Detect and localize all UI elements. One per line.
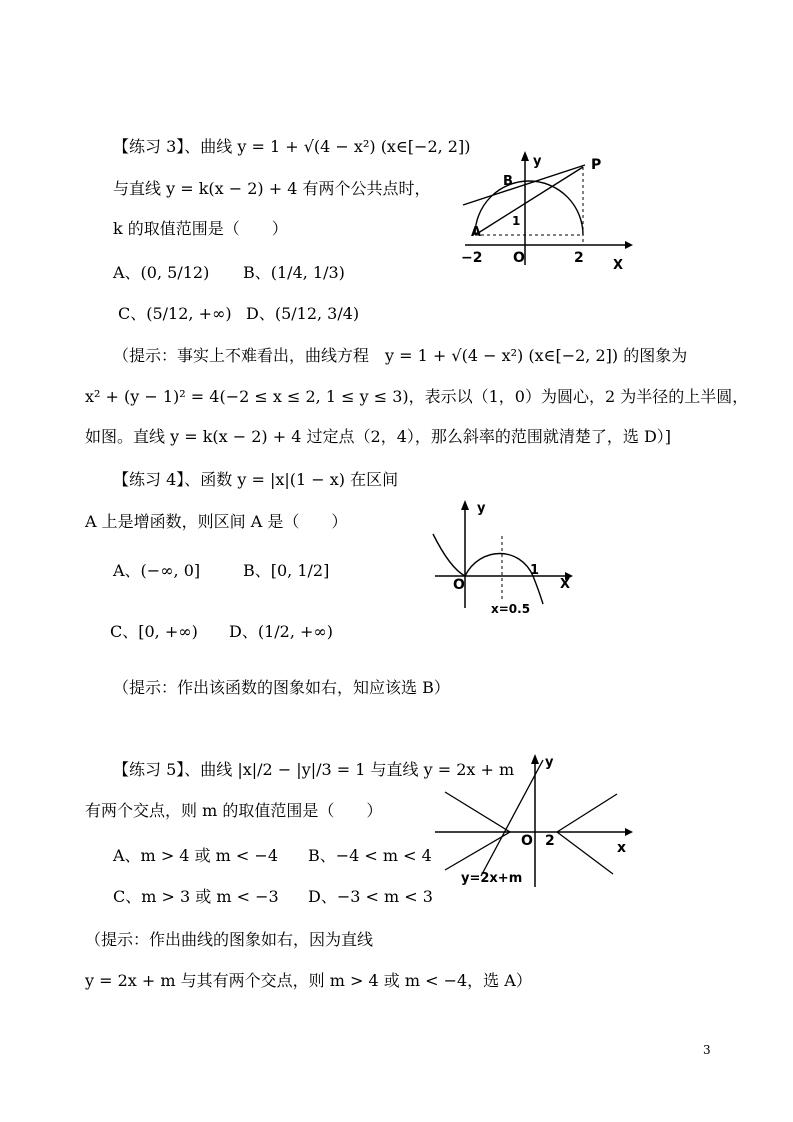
ex4-fig-origin: O [453,577,465,593]
ex3-fig-y: y [533,154,542,169]
ex4-option-c: C、[0, +∞) [110,622,198,641]
ex4-fig-one: 1 [530,563,540,578]
ex5-fig-origin: O [521,833,533,849]
ex4-hint: （提示：作出该函数的图象如右，知应该选 B） [113,678,450,697]
ex3-option-b: B、(1/4, 1/3) [243,263,345,282]
ex4-title: 【练习 4】、函数 y = |x|(1 − x) 在区间 [113,470,399,489]
ex3-figure [455,145,640,275]
ex5-option-d: D、−3 < m < 3 [308,887,433,906]
ex5-title: 【练习 5】、曲线 |x|/2 − |y|/3 = 1 与直线 y = 2x + m [113,760,515,779]
ex4-fig-x: X [560,577,571,592]
ex3-option-c: C、(5/12, +∞) [118,304,232,323]
ex4-option-b: B、[0, 1/2] [243,561,330,580]
ex4-figure [425,496,585,616]
ex4-fig-xlabel: x=0.5 [491,602,531,616]
ex5-fig-line-label: y=2x+m [461,871,523,886]
ex3-fig-x: X [613,258,624,273]
ex5-figure [435,752,635,892]
ex3-option-d: D、(5/12, 3/4) [246,304,360,323]
ex4-option-d: D、(1/2, +∞) [229,622,333,641]
ex3-fig-p: P [591,157,602,173]
ex3-fig-one: 1 [512,214,521,228]
ex3-fig-a: A [471,225,482,240]
ex3-fig-b: B [503,174,513,189]
ex3-hint-line3: 如图。直线 y = k(x − 2) + 4 过定点（2，4），那么斜率的范围就清楚了，选 D）] [85,427,672,446]
ex3-fig-two: 2 [574,250,584,266]
ex5-fig-x: x [617,840,627,856]
ex5-option-a: A、m > 4 或 m < −4 [113,846,278,865]
ex3-hint-line2: x² + (y − 1)² = 4(−2 ≤ x ≤ 2, 1 ≤ y ≤ 3)，表示以（1，0）为圆心，2 为半径的上半圆， [85,387,749,406]
ex3-hint-line1: （提示：事实上不难看出，曲线方程 y = 1 + √(4 − x²) (x∈[−2, 2]) 的图象为 [113,346,688,365]
ex5-option-b: B、−4 < m < 4 [308,846,432,865]
ex5-hint-line2: y = 2x + m 与其有两个交点，则 m > 4 或 m < −4，选 A） [85,971,532,990]
ex5-fig-y: y [545,755,554,770]
ex3-title: 【练习 3】、曲线 y = 1 + √(4 − x²) (x∈[−2, 2]) [113,137,471,156]
ex5-fig-two: 2 [545,833,555,849]
ex3-line2: 与直线 y = k(x − 2) + 4 有两个公共点时， [113,179,431,198]
ex3-line3: k 的取值范围是（ ） [113,219,288,238]
ex4-fig-y: y [477,501,486,516]
ex4-option-a: A、(−∞, 0] [113,561,201,580]
ex3-option-a: A、(0, 5/12) [113,263,210,282]
page-number: 3 [703,1043,711,1057]
ex5-option-c: C、m > 3 或 m < −3 [113,887,279,906]
ex3-fig-origin: O [513,250,525,266]
ex5-line2: 有两个交点，则 m 的取值范围是（ ） [85,801,383,820]
ex3-fig-neg2: −2 [461,250,483,266]
ex4-line2: A 上是增函数，则区间 A 是（ ） [85,512,348,531]
ex5-hint-line1: （提示：作出曲线的图象如右，因为直线 [85,930,374,949]
